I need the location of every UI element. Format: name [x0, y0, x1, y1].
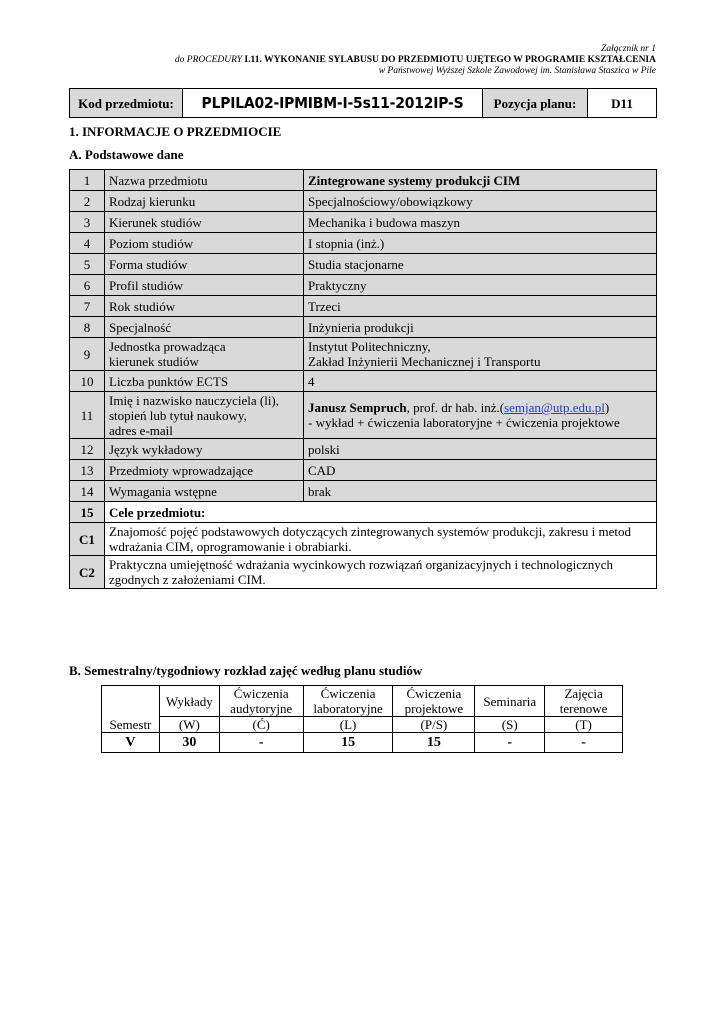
abbr-s: (S) [475, 717, 545, 733]
row-value: 4 [304, 371, 657, 392]
hours-ps: 15 [393, 733, 475, 753]
row-value [304, 392, 657, 439]
table-header-row [102, 686, 623, 717]
row-label: Język wykładowy [105, 439, 304, 460]
goal-code: C1 [70, 523, 105, 556]
procedure-prefix: do PROCEDURY [174, 55, 245, 65]
section-b-title: B. Semestralny/tygodniowy rozkład zajęć według planu studiów [69, 663, 423, 678]
row-label-line: kierunek studiów [109, 354, 199, 369]
code-label: Kod przedmiotu: [70, 89, 183, 118]
teacher-close: ) [604, 400, 610, 415]
row-value: Mechanika i budowa maszyn [304, 212, 657, 233]
row-label: Rok studiów [105, 296, 304, 317]
teacher-name: Janusz Sempruch [308, 400, 407, 415]
row-label: Nazwa przedmiotu [105, 170, 304, 191]
table-row [70, 170, 657, 191]
section-a-title: A. Podstawowe dane [69, 147, 184, 162]
hours-w: 30 [159, 733, 219, 753]
table-row [70, 439, 657, 460]
col-label-line: laboratoryjne [313, 701, 383, 716]
row-number: 10 [70, 371, 105, 392]
table-row [102, 733, 623, 753]
row-label: Rodzaj kierunku [105, 191, 304, 212]
table-row [70, 212, 657, 233]
row-value: Specjalnościowy/obowiązkowy [304, 191, 657, 212]
row-label-line: adres e-mail [109, 422, 173, 438]
table-row [70, 338, 657, 371]
row-label: Specjalność [105, 317, 304, 338]
col-cw-proj [393, 686, 475, 717]
row-value-line: Instytut Politechniczny, [308, 339, 431, 354]
hours-t: - [545, 733, 623, 753]
row-number: 1 [70, 170, 105, 191]
row-label [105, 392, 304, 439]
table-row [70, 556, 657, 589]
abbr-w: (W) [159, 717, 219, 733]
section-1-title: 1. INFORMACJE O PRZEDMIOCIE [69, 124, 282, 139]
row-value: Praktyczny [304, 275, 657, 296]
row-value: Trzeci [304, 296, 657, 317]
col-label-line: Ćwiczenia [233, 686, 289, 701]
table-row [70, 233, 657, 254]
goals-heading: Cele przedmiotu: [105, 502, 657, 523]
hours-s: - [475, 733, 545, 753]
procedure-line [175, 55, 656, 66]
teacher-line [308, 400, 652, 415]
row-value-line: Zakład Inżynierii Mechanicznej i Transportu [308, 354, 541, 369]
row-label: Przedmioty wprowadzające [105, 460, 304, 481]
teacher-activities: - wykład + ćwiczenia laboratoryjne + ćwiczenia projektowe [308, 415, 620, 430]
col-label-line: terenowe [559, 701, 608, 716]
row-value: I stopnia (inż.) [304, 233, 657, 254]
row-number: 9 [70, 338, 105, 371]
col-label-line: projektowe [404, 701, 464, 716]
col-seminaria: Seminaria [475, 686, 545, 717]
goal-text: Znajomość pojęć podstawowych dotyczących zintegrowanych systemów produkcji, zakresu i metod wdrażania CIM, oprogramowanie i obrabiarki. [105, 523, 657, 556]
table-row [70, 392, 657, 439]
row-value: Studia stacjonarne [304, 254, 657, 275]
table-row [70, 275, 657, 296]
row-number: 14 [70, 481, 105, 502]
row-number: 12 [70, 439, 105, 460]
row-label: Poziom studiów [105, 233, 304, 254]
row-number: 2 [70, 191, 105, 212]
col-label-line: Ćwiczenia [320, 686, 376, 701]
row-number: 3 [70, 212, 105, 233]
hours-l: 15 [303, 733, 393, 753]
col-cw-aud [219, 686, 303, 717]
row-number: 4 [70, 233, 105, 254]
plan-label: Pozycja planu: [483, 89, 588, 118]
hours-c: - [219, 733, 303, 753]
row-label: Kierunek studiów [105, 212, 304, 233]
abbr-c: (Ć) [219, 717, 303, 733]
row-label-line: stopień lub tytuł naukowy, [109, 407, 247, 423]
semester-value: V [102, 733, 160, 753]
abbr-ps: (P/S) [393, 717, 475, 733]
teacher-email-link[interactable]: semjan@utp.edu.pl [504, 400, 605, 415]
goal-text: Praktyczna umiejętność wdrażania wycinkowych rozwiązań organizacyjnych i technologicznych zgodnych z założeniami CIM. [105, 556, 657, 589]
row-label: Liczba punktów ECTS [105, 371, 304, 392]
col-semestr: Semestr [102, 686, 160, 733]
table-row [70, 371, 657, 392]
row-number: 6 [70, 275, 105, 296]
row-number: 8 [70, 317, 105, 338]
table-row [70, 317, 657, 338]
table-abbr-row [102, 717, 623, 733]
col-label-line: Ćwiczenia [406, 686, 462, 701]
abbr-t: (T) [545, 717, 623, 733]
row-value: Zintegrowane systemy produkcji CIM [304, 170, 657, 191]
row-label-line: Jednostka prowadząca [109, 339, 226, 354]
col-zaj-ter [545, 686, 623, 717]
row-value: polski [304, 439, 657, 460]
row-label-line: Imię i nazwisko nauczyciela (li), [109, 392, 280, 408]
col-label-line: audytoryjne [230, 701, 293, 716]
table-row [70, 254, 657, 275]
row-value [304, 338, 657, 371]
col-cw-lab [303, 686, 393, 717]
table-row [70, 481, 657, 502]
row-label: Wymagania wstępne [105, 481, 304, 502]
plan-value: D11 [588, 89, 657, 118]
row-value: brak [304, 481, 657, 502]
table-row [70, 191, 657, 212]
abbr-l: (L) [303, 717, 393, 733]
row-number: 11 [70, 392, 105, 439]
procedure-title: WYKONANIE SYLABUSU DO PRZEDMIOTU UJĘTEGO W PROGRAMIE KSZTAŁCENIA [261, 55, 656, 65]
table-row [70, 502, 657, 523]
course-code: PLPILA02-IPMIBM-I-5s11-2012IP-S [183, 89, 483, 118]
row-label: Forma studiów [105, 254, 304, 275]
attachment-number: Załącznik nr 1 [601, 44, 656, 54]
col-label-line: Zajęcia [564, 686, 603, 701]
basic-data-table [69, 169, 657, 589]
row-value: Inżynieria produkcji [304, 317, 657, 338]
row-number: 7 [70, 296, 105, 317]
table-row [70, 523, 657, 556]
row-number: 5 [70, 254, 105, 275]
schedule-table [101, 685, 623, 753]
attachment-header [175, 44, 656, 77]
table-row [70, 460, 657, 481]
col-wyklady: Wykłady [159, 686, 219, 717]
row-number: 13 [70, 460, 105, 481]
row-number: 15 [70, 502, 105, 523]
teacher-title: , prof. dr hab. inż.( [406, 400, 505, 415]
row-label [105, 338, 304, 371]
school-line: w Państwowej Wyższej Szkole Zawodowej im. Stanisława Staszica w Pile [378, 66, 656, 76]
row-label: Profil studiów [105, 275, 304, 296]
table-row [70, 296, 657, 317]
goal-code: C2 [70, 556, 105, 589]
procedure-code: I.11. [244, 55, 262, 65]
course-code-box [69, 88, 657, 118]
row-value: CAD [304, 460, 657, 481]
